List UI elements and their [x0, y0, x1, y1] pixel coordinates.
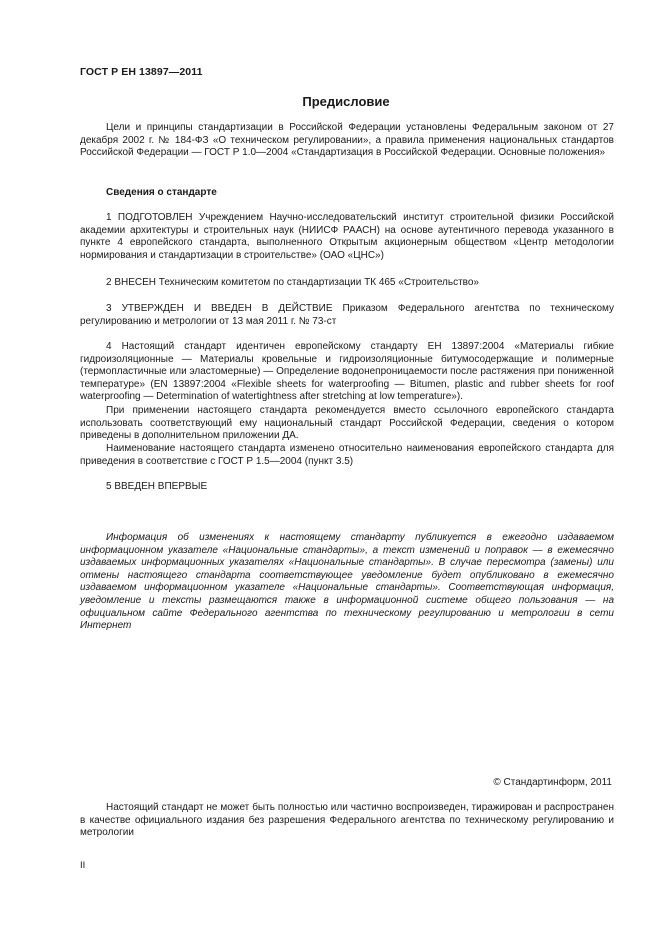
- item-4-note-1: При применении настоящего стандарта рекомендуется вместо ссылочного европейского стандарта использовать соответствующий ему национальный стандарт Российской Федерации, сведения о котором приведены в дополнительном приложении ДА.: [80, 405, 614, 442]
- preface-title: Предисловие: [302, 94, 390, 109]
- item-4-identical: 4 Настоящий стандарт идентичен европейскому стандарту ЕН 13897:2004 «Материалы гибкие гидроизоляционные — Материалы кровельные и гидроизоляционные битумосодержащие и полимерные (термопластичные или эластомерные) — Определение водонепроницаемости после растяжения при пониженной температуре» (EN 13897:2004 «Flexible sheets for waterproofing — Bitumen, plastic and rubber sheets for roof waterproofing — Determination of watertightness after stretching at low temperature»).: [80, 341, 614, 403]
- info-notice: Информация об изменениях к настоящему стандарту публикуется в ежегодно издаваемом информационном указателе «Национальные стандарты», а текст изменений и поправок — в ежемесячно издаваемых информационных указателях «Национальные стандарты». В случае пересмотра (замены) или отмены настоящего стандарта соответствующее уведомление будет опубликовано в ежемесячно издаваемом информационном указателе «Национальные стандарты». Соответствующая информация, уведомление и тексты размещаются также в информационной системе общего пользования — на официальном сайте Федерального агентства по техническому регулированию и метрологии в сети Интернет: [80, 532, 614, 632]
- reproduction-notice: Настоящий стандарт не может быть полностью или частично воспроизведен, тиражирован и распространен в качестве официального издания без разрешения Федерального агентства по техническому регулированию и метрологии: [80, 802, 614, 839]
- item-1-prepared: 1 ПОДГОТОВЛЕН Учреждением Научно-исследовательский институт строительной физики Российской академии архитектуры и строительных наук (НИИСФ РААСН) на основе аутентичного перевода указанного в пункте 4 европейского стандарта, выполненного Открытым акционерным обществом «Центр методологии нормирования и стандартизации в строительстве» (ОАО «ЦНС»): [80, 212, 614, 261]
- section-heading: Сведения о стандарте: [106, 187, 217, 198]
- item-2-submitted: 2 ВНЕСЕН Техническим комитетом по стандартизации ТК 465 «Строительство»: [106, 277, 479, 288]
- page-number: II: [80, 860, 86, 871]
- item-5-first-introduced: 5 ВВЕДЕН ВПЕРВЫЕ: [106, 481, 208, 492]
- copyright: © Стандартинформ, 2011: [493, 777, 612, 788]
- item-3-approved: 3 УТВЕРЖДЕН И ВВЕДЕН В ДЕЙСТВИЕ Приказом Федерального агентства по техническому регулированию и метрологии от 13 мая 2011 г. № 73-ст: [80, 303, 614, 327]
- document-header-id: ГОСТ Р ЕН 13897—2011: [80, 66, 203, 78]
- item-4-note-2: Наименование настоящего стандарта изменено относительно наименования европейского стандарта для приведения в соответствие с ГОСТ Р 1.5—2004 (пункт 3.5): [80, 443, 614, 467]
- preface-intro: Цели и принципы стандартизации в Российской Федерации установлены Федеральным законом от 27 декабря 2002 г. № 184-ФЗ «О техническом регулировании», а правила применения национальных стандартов Российской Федерации — ГОСТ Р 1.0—2004 «Стандартизация в Российской Федерации. Основные положения»: [80, 122, 614, 159]
